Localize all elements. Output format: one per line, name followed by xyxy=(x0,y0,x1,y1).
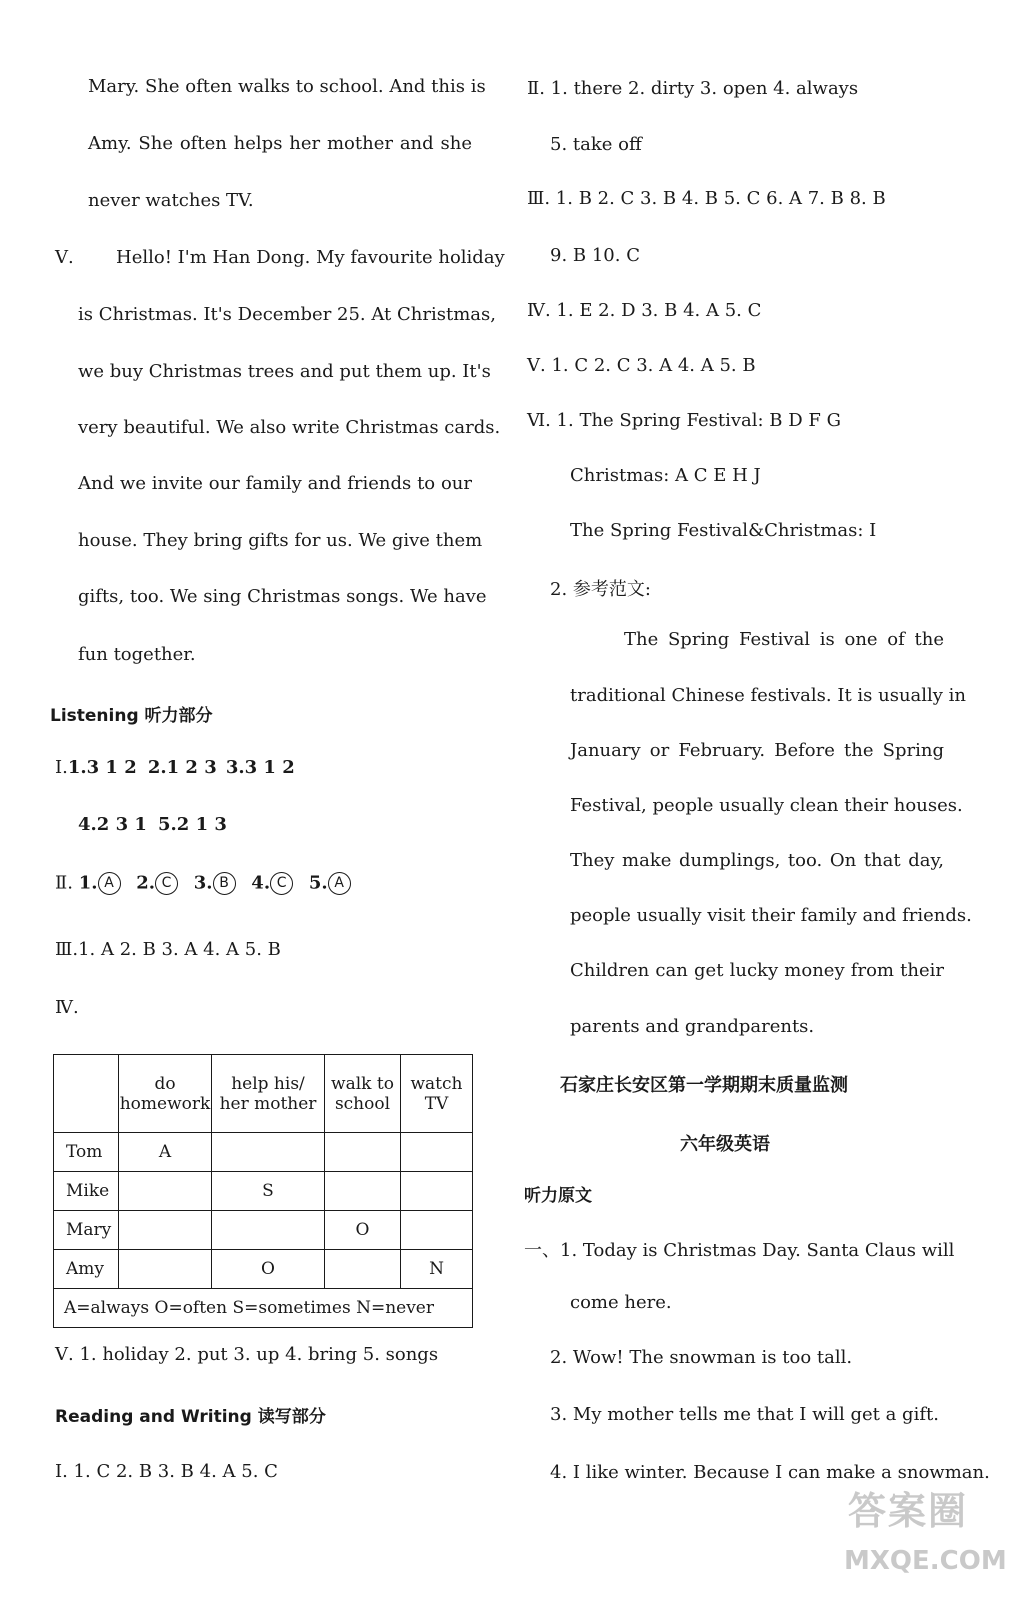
table-cell: O xyxy=(212,1250,325,1289)
q2-circled-answer-4: C xyxy=(270,872,293,895)
q1-item-4: 4.2 3 1 xyxy=(78,814,147,835)
table-cell xyxy=(401,1211,473,1250)
table-cell xyxy=(119,1172,212,1211)
v-line-1: Hello! I'm Han Dong. My favourite holiday xyxy=(116,247,505,268)
header-watch-tv: watch TV xyxy=(401,1055,473,1133)
rw-q5: Ⅴ. 1. C 2. C 3. A 4. A 5. B xyxy=(527,355,756,376)
q1-item-2: 2.1 2 3 xyxy=(147,757,217,778)
rw-q6-both: The Spring Festival&Christmas: I xyxy=(570,520,877,541)
v-line-5: And we invite our family and friends to our xyxy=(78,473,472,494)
rw-q6-christmas: Christmas: A C E H J xyxy=(570,465,761,486)
row-name: Mary xyxy=(54,1211,119,1250)
essay-line-5: They make dumplings, too. On that day, xyxy=(570,850,944,871)
listening-heading: Listening 听力部分 xyxy=(50,706,213,726)
rw-q2-line2: 5. take off xyxy=(550,134,642,155)
table-cell xyxy=(119,1250,212,1289)
v-line-8: fun together. xyxy=(78,644,196,665)
script-line-3: 3. My mother tells me that I will get a gift. xyxy=(550,1404,939,1425)
v-line-2: is Christmas. It's December 25. At Christmas, xyxy=(78,304,496,325)
essay-line-2: traditional Chinese festivals. It is usually in xyxy=(570,685,967,706)
table-cell: S xyxy=(212,1172,325,1211)
watermark-text: 答案圈 xyxy=(848,1489,969,1533)
v-line-7: gifts, too. We sing Christmas songs. We have xyxy=(78,586,487,607)
table-row xyxy=(54,1250,473,1289)
intro-line-3: never watches TV. xyxy=(88,190,254,211)
watermark-logo xyxy=(838,1476,1018,1596)
row-name: Mike xyxy=(54,1172,119,1211)
q2-circled-answer-2: C xyxy=(155,872,178,895)
q2-label: Ⅱ. xyxy=(55,872,73,894)
table-cell xyxy=(325,1250,401,1289)
table-cell: N xyxy=(401,1250,473,1289)
essay-line-6: people usually visit their family and friends. xyxy=(570,905,972,926)
table-header-row xyxy=(54,1055,473,1133)
row-name: Amy xyxy=(54,1250,119,1289)
listening-q5: Ⅴ. 1. holiday 2. put 3. up 4. bring 5. songs xyxy=(55,1344,439,1365)
essay-line-1: The Spring Festival is one of the xyxy=(624,629,944,650)
q1-item-3: 3.3 1 2 xyxy=(225,757,295,778)
rw-q3-line1: Ⅲ. 1. B 2. C 3. B 4. B 5. C 6. A 7. B 8. B xyxy=(527,188,886,209)
v-line-4: very beautiful. We also write Christmas cards. xyxy=(78,417,501,438)
listening-q1-line1 xyxy=(55,757,295,778)
q2-num-2: 2. xyxy=(136,872,156,894)
table-cell xyxy=(401,1133,473,1172)
v-line-3: we buy Christmas trees and put them up. It's xyxy=(78,361,491,382)
q1-item-5: 5.2 1 3 xyxy=(158,814,227,835)
table-cell xyxy=(212,1133,325,1172)
q2-num-4: 4. xyxy=(251,872,271,894)
q1-label: Ⅰ. xyxy=(55,757,68,778)
listening-q3: Ⅲ.1. A 2. B 3. A 4. A 5. B xyxy=(55,939,281,960)
table-cell: O xyxy=(325,1211,401,1250)
exam-subtitle: 六年级英语 xyxy=(680,1134,770,1155)
q2-circled-answer-5: A xyxy=(328,872,351,895)
watermark-url: MXQE.COM xyxy=(844,1546,1007,1576)
listening-script-heading: 听力原文 xyxy=(524,1186,592,1206)
q2-num-1: 1. xyxy=(78,872,98,894)
table-legend: A=always O=often S=sometimes N=never xyxy=(54,1289,473,1328)
rw-q3-line2: 9. B 10. C xyxy=(550,245,640,266)
table-row xyxy=(54,1211,473,1250)
q2-num-5: 5. xyxy=(308,872,328,894)
q2-num-3: 3. xyxy=(193,872,213,894)
table-cell xyxy=(212,1211,325,1250)
q1-item-1: 1.3 1 2 xyxy=(67,757,137,778)
exam-title: 石家庄长安区第一学期期末质量监测 xyxy=(560,1075,848,1096)
table-cell xyxy=(119,1211,212,1250)
rw-q6-line1: Ⅵ. 1. The Spring Festival: B D F G xyxy=(527,410,841,431)
essay-line-7: Children can get lucky money from their xyxy=(570,960,944,981)
script-line-2: 2. Wow! The snowman is too tall. xyxy=(550,1347,853,1368)
essay-line-8: parents and grandparents. xyxy=(570,1016,815,1037)
q2-circled-answer-3: B xyxy=(213,872,236,895)
table-row xyxy=(54,1172,473,1211)
v-label: Ⅴ. xyxy=(55,247,74,268)
intro-line-2: Amy. She often helps her mother and she xyxy=(88,133,472,154)
table-row xyxy=(54,1133,473,1172)
rw-q6-2-label: 2. 参考范文: xyxy=(550,579,651,600)
essay-line-3: January or February. Before the Spring xyxy=(570,740,944,761)
q2-circled-answer-1: A xyxy=(98,872,121,895)
rw-q4: Ⅳ. 1. E 2. D 3. B 4. A 5. C xyxy=(527,300,762,321)
rw-q2-line1: Ⅱ. 1. there 2. dirty 3. open 4. always xyxy=(527,78,859,99)
rw-q1: Ⅰ. 1. C 2. B 3. B 4. A 5. C xyxy=(55,1461,278,1482)
table-cell xyxy=(325,1172,401,1211)
frequency-table xyxy=(53,1054,473,1328)
header-walk-to-school: walk to school xyxy=(325,1055,401,1133)
header-do-homework: do homework xyxy=(119,1055,212,1133)
listening-q4-label: Ⅳ. xyxy=(55,997,79,1018)
table-cell xyxy=(325,1133,401,1172)
table-corner-cell xyxy=(54,1055,119,1133)
reading-writing-heading: Reading and Writing 读写部分 xyxy=(55,1407,326,1427)
essay-line-4: Festival, people usually clean their houses. xyxy=(570,795,963,816)
v-line-6: house. They bring gifts for us. We give them xyxy=(78,530,483,551)
script-line-1b: come here. xyxy=(570,1292,672,1313)
table-cell xyxy=(401,1172,473,1211)
intro-line-1: Mary. She often walks to school. And this is xyxy=(88,76,486,97)
table-legend-row xyxy=(54,1289,473,1328)
script-line-4: 4. I like winter. Because I can make a snowman. xyxy=(550,1462,990,1483)
listening-q2 xyxy=(55,872,361,895)
script-line-1a: 一、1. Today is Christmas Day. Santa Claus will xyxy=(524,1240,955,1261)
row-name: Tom xyxy=(54,1133,119,1172)
listening-q1-line2 xyxy=(78,814,227,835)
header-help-mother: help his/ her mother xyxy=(212,1055,325,1133)
table-cell: A xyxy=(119,1133,212,1172)
